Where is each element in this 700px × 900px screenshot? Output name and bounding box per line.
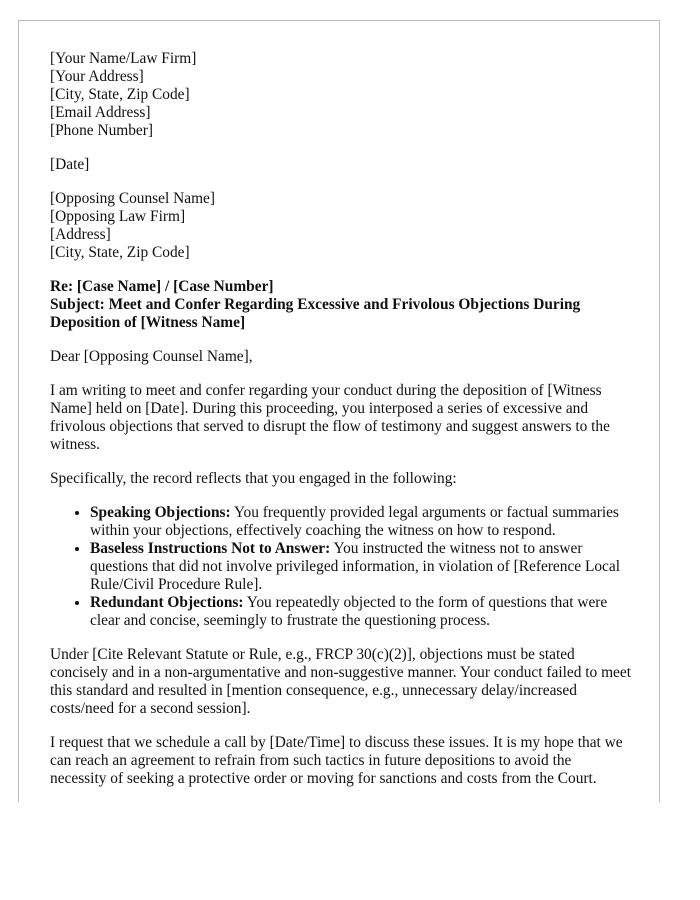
letter-page xyxy=(18,20,660,802)
list-item-text: You frequently provided legal arguments or factual summaries within your objections, effectively coaching the witness on how to respond. xyxy=(90,504,619,539)
list-item-label: Speaking Objections: xyxy=(90,504,231,521)
paragraph-request: I request that we schedule a call by [Date/Time] to discuss these issues. It is my hope that we can reach an agreement to refrain from such tactics in future depositions to avoid the necessity of seeking a protective order or moving for sanctions and costs from the Court. xyxy=(50,734,623,787)
letter-date: [Date] xyxy=(50,156,90,173)
recipient-name: [Opposing Counsel Name] xyxy=(50,190,215,207)
list-item-label: Redundant Objections: xyxy=(90,594,244,611)
reference-block xyxy=(50,278,631,332)
letter-body xyxy=(19,21,659,788)
recipient-city: [City, State, Zip Code] xyxy=(50,244,190,261)
re-line: Re: [Case Name] / [Case Number] xyxy=(50,278,274,295)
recipient-firm: [Opposing Law Firm] xyxy=(50,208,186,225)
sender-email: [Email Address] xyxy=(50,104,151,121)
sender-name: [Your Name/Law Firm] xyxy=(50,50,197,67)
paragraph-rule: Under [Cite Relevant Statute or Rule, e.g., FRCP 30(c)(2)], objections must be stated concisely and in a non-argumentative and non-suggestive manner. Your conduct failed to meet this standard and resulted in [mention consequence, e.g., unnecessary delay/increased costs/need for a second session]. xyxy=(50,646,631,717)
paragraph-specifics: Specifically, the record reflects that you engaged in the following: xyxy=(50,470,457,487)
list-item xyxy=(90,594,631,630)
sender-address: [Your Address] xyxy=(50,68,144,85)
sender-phone: [Phone Number] xyxy=(50,122,154,139)
recipient-address: [Address] xyxy=(50,226,111,243)
objection-list xyxy=(50,504,631,630)
paragraph-intro: I am writing to meet and confer regarding your conduct during the deposition of [Witness Name] held on [Date]. During this proceeding, you interposed a series of excessive and frivolous objections that served to disrupt the flow of testimony and suggest answers to the witness. xyxy=(50,382,610,453)
salutation: Dear [Opposing Counsel Name], xyxy=(50,348,253,365)
subject-line: Subject: Meet and Confer Regarding Excessive and Frivolous Objections During Deposition of [Witness Name] xyxy=(50,296,581,331)
list-item xyxy=(90,540,631,594)
list-item xyxy=(90,504,631,540)
list-item-text: You repeatedly objected to the form of questions that were clear and concise, seemingly to frustrate the questioning process. xyxy=(90,594,608,629)
list-item-text: You instructed the witness not to answer questions that did not involve privileged information, in violation of [Reference Local Rule/Civil Procedure Rule]. xyxy=(90,540,620,593)
recipient-block xyxy=(50,190,631,262)
list-item-label: Baseless Instructions Not to Answer: xyxy=(90,540,331,557)
sender-block xyxy=(50,50,631,140)
sender-city: [City, State, Zip Code] xyxy=(50,86,190,103)
